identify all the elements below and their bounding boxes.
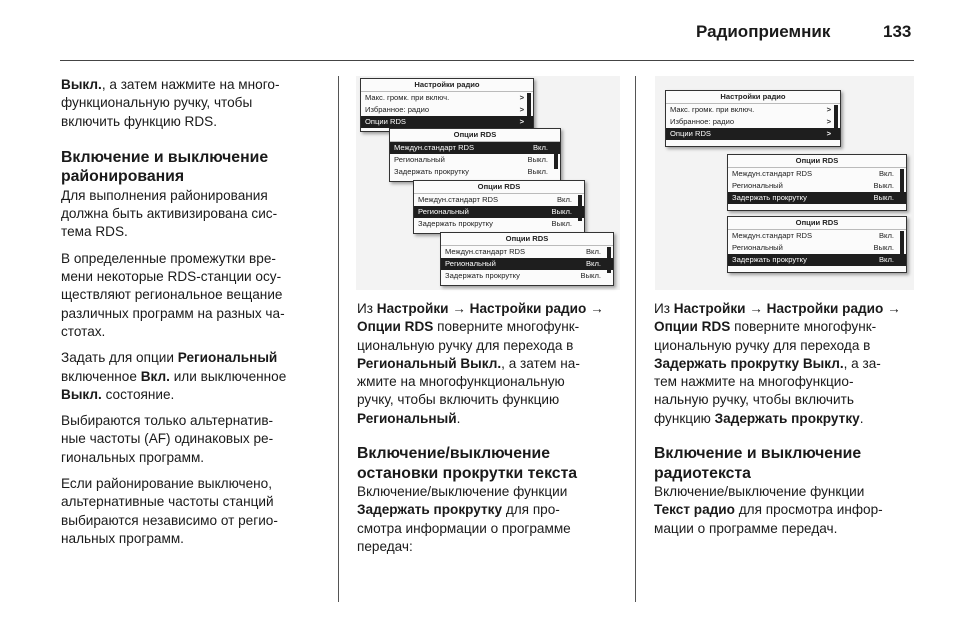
emphasis-text: Задержать прокрутку Выкл. xyxy=(654,355,844,371)
screen-title: Настройки радио xyxy=(361,79,533,92)
chevron-right-icon: > xyxy=(519,117,524,126)
text-run: различных программ на разных ча- xyxy=(61,305,285,321)
menu-item-value: Выкл. xyxy=(873,193,894,202)
text-run: включенное xyxy=(61,368,141,384)
text-run: выбираются независимо от регио- xyxy=(61,512,278,528)
chevron-right-icon: > xyxy=(826,129,831,138)
menu-item[interactable] xyxy=(390,166,560,178)
screen-title: Настройки радио xyxy=(666,91,840,104)
emphasis-text: Задержать прокрутку xyxy=(357,502,503,518)
screen-title: Опции RDS xyxy=(414,181,584,194)
menu-item[interactable] xyxy=(666,116,840,128)
menu-item-label: Задержать прокрутку xyxy=(394,167,469,176)
emphasis-text: Опции RDS xyxy=(357,319,434,335)
menu-item-value: Вкл. xyxy=(532,143,548,152)
text-run: поверните многофунк- xyxy=(730,319,877,335)
text-run: остановки прокрутки текста xyxy=(357,464,578,482)
radio-settings-screen xyxy=(665,90,841,147)
menu-item[interactable] xyxy=(728,192,906,204)
text-run: → xyxy=(745,301,767,316)
column-2 xyxy=(357,300,629,564)
menu-item-label: Междун.стандарт RDS xyxy=(732,169,813,178)
menu-item-value: Выкл. xyxy=(873,181,894,190)
screen-title: Опции RDS xyxy=(728,217,906,230)
text-run: передач: xyxy=(357,538,413,554)
paragraph xyxy=(61,250,331,341)
menu-item[interactable] xyxy=(666,104,840,116)
text-run: альтернативные частоты станций xyxy=(61,494,274,510)
emphasis-text: Настройки xyxy=(376,301,449,316)
text-run: Из xyxy=(357,301,377,316)
menu-item-label: Избранное: радио xyxy=(670,117,735,126)
section-heading xyxy=(357,444,629,483)
text-run: циональную ручку для перехода в xyxy=(357,337,574,353)
radio-settings-screen xyxy=(360,78,534,132)
menu-item-label: Междун.стандарт RDS xyxy=(445,247,526,256)
menu-item-label: Региональный xyxy=(732,181,783,190)
menu-item-value: Вкл. xyxy=(878,231,894,240)
paragraph xyxy=(61,187,331,242)
column-1 xyxy=(61,76,331,556)
menu-item[interactable] xyxy=(361,92,533,104)
text-run: ществляют региональное вещание xyxy=(61,287,283,303)
menu-item-label: Задержать прокрутку xyxy=(732,255,807,264)
text-run: нальных программ. xyxy=(61,530,184,546)
emphasis-text: Настройки xyxy=(673,301,746,316)
text-run: для просмотра инфор- xyxy=(734,502,883,518)
menu-item-label: Междун.стандарт RDS xyxy=(732,231,813,240)
text-run: мации о программе передач. xyxy=(654,520,838,536)
menu-item-value: Выкл. xyxy=(527,167,548,176)
text-run: Включение и выключение xyxy=(654,445,862,463)
emphasis-text: Региональный xyxy=(177,350,278,366)
screen-title: Опции RDS xyxy=(390,129,560,142)
menu-item-value: Выкл. xyxy=(527,155,548,164)
menu-item[interactable] xyxy=(361,104,533,116)
emphasis-text: Настройки радио xyxy=(469,301,587,316)
menu-item-label: Задержать прокрутку xyxy=(418,219,493,228)
text-run: ручку, чтобы включить функцию xyxy=(357,392,560,408)
text-run: ные частоты (AF) одинаковых ре- xyxy=(61,431,274,447)
text-run: мени некоторые RDS-станции осу- xyxy=(61,269,282,285)
text-run: гиональных программ. xyxy=(61,449,205,465)
text-run: должна быть активизирована сис- xyxy=(61,206,278,222)
text-run: включить функцию RDS. xyxy=(61,113,218,129)
menu-item[interactable] xyxy=(728,180,906,192)
text-run: функциональную ручку, чтобы xyxy=(61,95,253,111)
menu-item-label: Задержать прокрутку xyxy=(445,271,520,280)
emphasis-text: Текст радио xyxy=(654,502,735,518)
emphasis-text: Опции RDS xyxy=(654,319,731,335)
emphasis-text: Настройки радио xyxy=(766,301,884,316)
menu-item[interactable] xyxy=(441,246,613,258)
emphasis-text: Выкл. xyxy=(61,386,102,402)
scrollbar xyxy=(578,195,582,221)
menu-item-value: Выкл. xyxy=(873,243,894,252)
figure-rds-regional xyxy=(356,76,620,290)
menu-item-label: Региональный xyxy=(445,259,496,268)
menu-item[interactable] xyxy=(414,194,584,206)
menu-item-label: Опции RDS xyxy=(670,129,711,138)
page-number: 133 xyxy=(883,22,912,41)
text-run: циональную ручку для перехода в xyxy=(654,337,871,353)
menu-item-value: Выкл. xyxy=(580,271,601,280)
rds-options-screen xyxy=(440,232,614,286)
rds-options-screen xyxy=(727,216,907,273)
menu-item-value: Вкл. xyxy=(878,169,894,178)
text-run: Включение/выключение xyxy=(357,445,551,463)
chevron-right-icon: > xyxy=(519,93,524,102)
menu-item[interactable] xyxy=(728,254,906,266)
scrollbar xyxy=(900,169,904,195)
menu-item[interactable] xyxy=(390,154,560,166)
paragraph xyxy=(357,483,629,556)
menu-item-label: Междун.стандарт RDS xyxy=(394,143,475,152)
text-run: стотах. xyxy=(61,323,106,339)
text-run: состояние. xyxy=(101,386,175,402)
text-run: → xyxy=(448,301,470,316)
text-run: , а затем на- xyxy=(501,355,580,371)
menu-item-value: Вкл. xyxy=(585,259,601,268)
text-run: тема RDS. xyxy=(61,224,128,240)
text-run: смотра информации о программе xyxy=(357,520,571,536)
text-run: или выключенное xyxy=(169,368,287,384)
text-run: Включение/выключение функции xyxy=(357,484,568,500)
section-heading xyxy=(654,444,926,483)
emphasis-text: Задержать прокрутку xyxy=(714,410,860,426)
text-run: , а за- xyxy=(843,355,881,371)
menu-item[interactable] xyxy=(414,218,584,230)
text-run: Включение и выключение xyxy=(61,148,269,166)
menu-item-label: Макс. громк. при включ. xyxy=(670,105,755,114)
section-title: Радиоприемник xyxy=(696,22,831,41)
emphasis-text: Региональный xyxy=(357,410,457,426)
menu-item-label: Региональный xyxy=(394,155,445,164)
menu-item-label: Опции RDS xyxy=(365,117,406,126)
menu-item[interactable] xyxy=(361,116,533,128)
menu-item[interactable] xyxy=(728,242,906,254)
figure-rds-scroll-hold xyxy=(655,76,914,290)
column-3 xyxy=(654,300,926,546)
menu-item-value: Вкл. xyxy=(585,247,601,256)
paragraph xyxy=(654,300,926,428)
paragraph xyxy=(357,300,629,428)
paragraph xyxy=(61,349,331,404)
text-run: районирования xyxy=(61,168,185,186)
menu-item-label: Региональный xyxy=(418,207,469,216)
scrollbar xyxy=(607,247,611,273)
text-run: тем нажмите на многофункцио- xyxy=(654,374,854,390)
text-run: для про- xyxy=(502,502,560,518)
menu-item-value: Вкл. xyxy=(878,255,894,264)
menu-item-value: Выкл. xyxy=(551,207,572,216)
text-run: В определенные промежутки вре- xyxy=(61,250,276,266)
section-heading xyxy=(61,148,331,187)
menu-item[interactable] xyxy=(441,258,613,270)
menu-item[interactable] xyxy=(666,128,840,140)
menu-item-label: Междун.стандарт RDS xyxy=(418,195,499,204)
column-divider-2 xyxy=(635,76,636,602)
header-divider xyxy=(60,60,914,61)
screen-title: Опции RDS xyxy=(441,233,613,246)
menu-item[interactable] xyxy=(728,168,906,180)
emphasis-text: Выкл. xyxy=(61,77,102,92)
scrollbar xyxy=(527,93,531,119)
menu-item-label: Задержать прокрутку xyxy=(732,193,807,202)
rds-options-screen xyxy=(727,154,907,211)
text-run: → xyxy=(586,301,604,316)
paragraph xyxy=(61,412,331,467)
menu-item[interactable] xyxy=(390,142,560,154)
text-run: нальную ручку, чтобы включить xyxy=(654,392,854,408)
text-run: Выбираются только альтернатив- xyxy=(61,413,274,429)
text-run: жмите на многофункциональную xyxy=(357,374,565,390)
menu-item-label: Региональный xyxy=(732,243,783,252)
menu-item-value: Выкл. xyxy=(551,219,572,228)
chevron-right-icon: > xyxy=(826,105,831,114)
rds-options-screen xyxy=(413,180,585,234)
chevron-right-icon: > xyxy=(519,105,524,114)
paragraph xyxy=(61,475,331,548)
text-run: Для выполнения районирования xyxy=(61,187,268,203)
text-run: Если районирование выключено, xyxy=(61,476,272,492)
text-run: функцию xyxy=(654,410,715,426)
scrollbar xyxy=(554,143,558,169)
emphasis-text: Вкл. xyxy=(140,368,170,384)
menu-item-label: Избранное: радио xyxy=(365,105,430,114)
paragraph xyxy=(654,483,926,538)
menu-item[interactable] xyxy=(441,270,613,282)
paragraph xyxy=(61,76,331,131)
scrollbar xyxy=(834,105,838,131)
text-run: Из xyxy=(654,301,674,316)
emphasis-text: Региональный Выкл. xyxy=(357,355,502,371)
text-run: Включение/выключение функции xyxy=(654,484,865,500)
rds-options-screen xyxy=(389,128,561,182)
text-run: поверните многофунк- xyxy=(433,319,580,335)
column-divider-1 xyxy=(338,76,339,602)
text-run: . xyxy=(456,410,461,426)
menu-item-label: Макс. громк. при включ. xyxy=(365,93,450,102)
menu-item[interactable] xyxy=(728,230,906,242)
menu-item[interactable] xyxy=(414,206,584,218)
text-run: . xyxy=(859,410,864,426)
chevron-right-icon: > xyxy=(826,117,831,126)
text-run: → xyxy=(883,301,901,316)
text-run: радиотекста xyxy=(654,464,751,482)
text-run: , а затем нажмите на много- xyxy=(101,77,280,92)
screen-title: Опции RDS xyxy=(728,155,906,168)
scrollbar xyxy=(900,231,904,257)
menu-item-value: Вкл. xyxy=(556,195,572,204)
text-run: Задать для опции xyxy=(61,350,178,366)
